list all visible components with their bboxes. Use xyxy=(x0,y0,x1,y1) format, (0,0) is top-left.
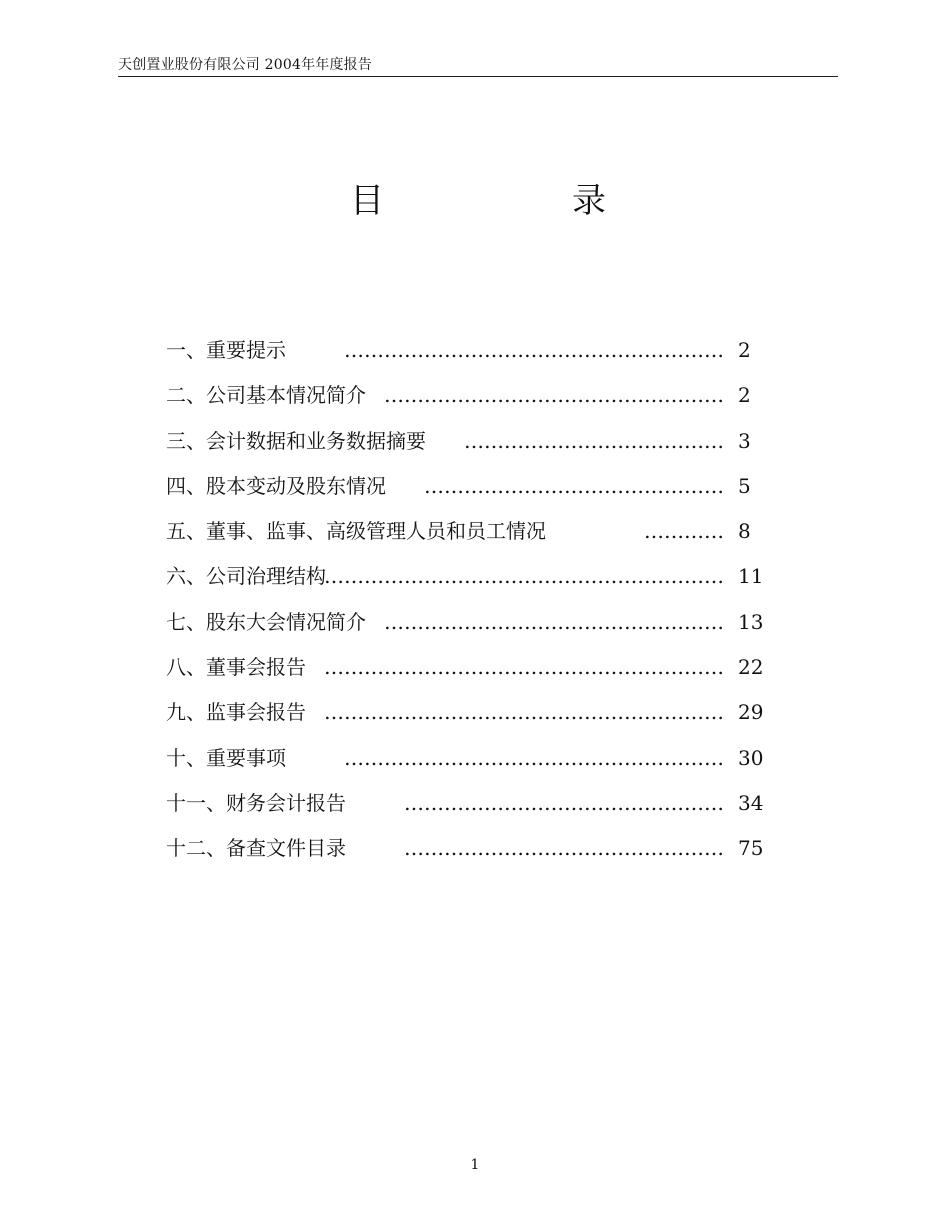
toc-page-number: 75 xyxy=(738,836,764,861)
title-char-right: 录 xyxy=(572,181,606,221)
toc-leader-dots: …………………………………………… xyxy=(384,609,724,634)
toc-item[interactable] xyxy=(166,742,766,787)
toc-label: 七、股东大会情况简介 xyxy=(166,609,366,634)
toc-label: 三、会计数据和业务数据摘要 xyxy=(166,428,426,453)
toc-item[interactable] xyxy=(166,470,766,515)
toc-leader-dots: ………………………………… xyxy=(464,428,724,453)
title-char-left: 目 xyxy=(350,181,384,221)
page-number: 1 xyxy=(470,1157,480,1173)
toc-item[interactable] xyxy=(166,787,766,832)
page-header xyxy=(118,56,838,77)
toc-item[interactable] xyxy=(166,832,766,877)
toc-leader-dots: ………………………………………………… xyxy=(344,745,724,770)
toc-page-number: 2 xyxy=(738,338,751,362)
toc-leader-dots: ………………………………………… xyxy=(404,790,724,815)
toc-page-number: 30 xyxy=(738,745,764,770)
toc-leader-dots: ………… xyxy=(644,519,724,544)
toc-page-number: 8 xyxy=(738,519,751,544)
toc-item[interactable] xyxy=(166,560,766,605)
toc-item[interactable] xyxy=(166,515,766,560)
toc-item[interactable] xyxy=(166,425,766,470)
toc-label: 一、重要提示 xyxy=(166,338,286,362)
toc-leader-dots: …………………………………………………… xyxy=(324,655,724,680)
toc-item[interactable] xyxy=(166,606,766,651)
toc-label: 八、董事会报告 xyxy=(166,655,306,680)
toc-item[interactable] xyxy=(166,696,766,741)
toc-label: 二、公司基本情况简介 xyxy=(166,383,366,408)
toc-page-number: 22 xyxy=(738,655,764,680)
toc-page-number: 3 xyxy=(738,428,751,453)
toc-leader-dots: ……………………………………… xyxy=(424,473,724,498)
toc-leader-dots: ………………………………………… xyxy=(404,836,724,861)
toc-item[interactable] xyxy=(166,334,766,379)
page-title xyxy=(0,176,950,226)
toc-leader-dots: …………………………………………………… xyxy=(324,564,724,589)
toc-page-number: 13 xyxy=(738,609,764,634)
toc-leader-dots: ………………………………………………… xyxy=(344,338,724,362)
toc-leader-dots: …………………………………………………… xyxy=(324,700,724,725)
toc-leader-dots: …………………………………………… xyxy=(384,383,724,408)
toc-label: 六、公司治理结构 xyxy=(166,564,326,589)
toc-label: 十一、财务会计报告 xyxy=(166,790,346,815)
toc-label: 十、重要事项 xyxy=(166,745,286,770)
toc-page-number: 11 xyxy=(738,564,764,589)
toc-label: 四、股本变动及股东情况 xyxy=(166,473,386,498)
toc-page-number: 5 xyxy=(738,473,751,498)
toc-page-number: 34 xyxy=(738,790,764,815)
toc-label: 十二、备查文件目录 xyxy=(166,836,346,861)
toc-item[interactable] xyxy=(166,651,766,696)
toc-item[interactable] xyxy=(166,379,766,424)
toc-page-number: 2 xyxy=(738,383,751,408)
toc-label: 九、监事会报告 xyxy=(166,700,306,725)
header-text: 天创置业股份有限公司 2004年年度报告 xyxy=(118,57,373,73)
toc-label: 五、董事、监事、高级管理人员和员工情况 xyxy=(166,519,546,544)
table-of-contents xyxy=(166,334,766,878)
toc-page-number: 29 xyxy=(738,700,764,725)
